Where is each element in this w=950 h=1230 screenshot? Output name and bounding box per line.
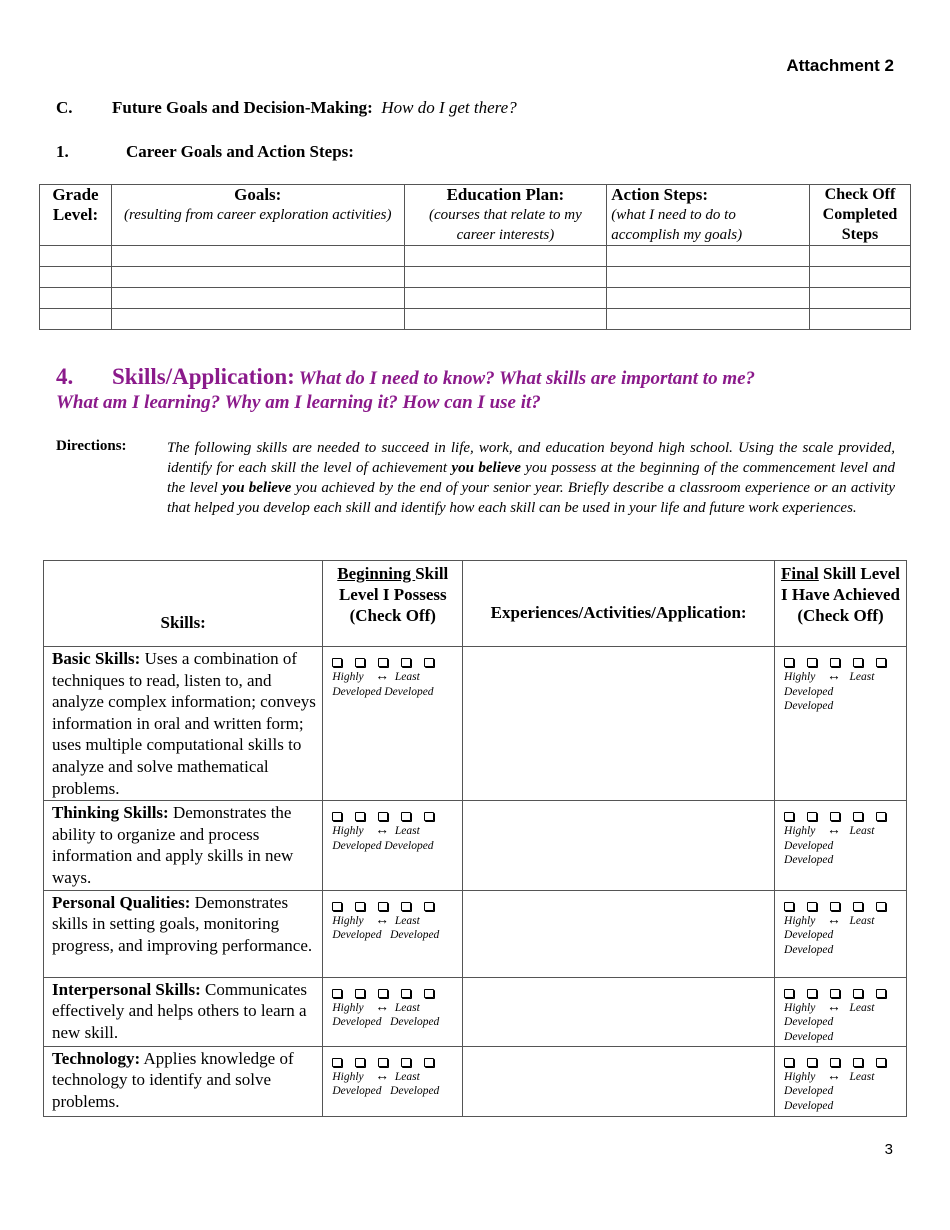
- checkbox-group: [332, 658, 457, 667]
- check-cell[interactable]: [810, 246, 911, 267]
- goals-cell[interactable]: [111, 246, 404, 267]
- goals-cell[interactable]: [111, 288, 404, 309]
- checkbox-group: [784, 989, 901, 998]
- checkbox[interactable]: [853, 989, 863, 998]
- goals-row: [40, 267, 911, 288]
- skill-row-technology: [44, 1046, 907, 1116]
- check-cell[interactable]: [810, 288, 911, 309]
- checkbox[interactable]: [355, 989, 365, 998]
- checkbox[interactable]: [853, 658, 863, 667]
- goals-row: [40, 309, 911, 330]
- checkbox[interactable]: [876, 658, 886, 667]
- section-4-heading: [56, 364, 906, 414]
- checkbox-group: [332, 1058, 457, 1067]
- checkbox[interactable]: [807, 1058, 817, 1067]
- checkbox[interactable]: [876, 902, 886, 911]
- checkbox[interactable]: [853, 812, 863, 821]
- grade-cell[interactable]: [40, 288, 112, 309]
- action-cell[interactable]: [607, 309, 810, 330]
- checkbox[interactable]: [807, 989, 817, 998]
- checkbox[interactable]: [355, 658, 365, 667]
- checkbox[interactable]: [807, 658, 817, 667]
- checkbox[interactable]: [784, 812, 794, 821]
- header-goals: Goals: (resulting from career exploration activities): [111, 185, 404, 246]
- goals-cell[interactable]: [111, 267, 404, 288]
- experiences-cell[interactable]: [463, 647, 775, 801]
- section-1-heading: [56, 142, 354, 162]
- section-1-number: 1.: [56, 142, 69, 161]
- header-final-level: Final Skill Level I Have Achieved (Check Off): [775, 561, 907, 647]
- beginning-scale: Highly ↔ Least Developed Developed: [323, 1046, 463, 1116]
- checkbox[interactable]: [853, 902, 863, 911]
- header-skills: Skills:: [44, 561, 323, 647]
- section-c-number: C.: [56, 98, 73, 117]
- checkbox[interactable]: [424, 812, 434, 821]
- header-beginning-level: Beginning Skill Level I Possess (Check Off): [323, 561, 463, 647]
- goals-row: [40, 246, 911, 267]
- beginning-scale: Highly ↔ Least Developed Developed: [323, 647, 463, 801]
- skill-row-basic: [44, 647, 907, 801]
- checkbox[interactable]: [876, 1058, 886, 1067]
- grade-cell[interactable]: [40, 267, 112, 288]
- checkbox[interactable]: [401, 812, 411, 821]
- double-arrow-icon: ↔: [826, 823, 841, 839]
- skill-description: Interpersonal Skills: Communicates effectively and helps others to learn a new skill.: [44, 977, 323, 1046]
- education-cell[interactable]: [404, 288, 607, 309]
- skill-description: Technology: Applies knowledge of technology to identify and solve problems.: [44, 1046, 323, 1116]
- double-arrow-icon: ↔: [826, 912, 841, 928]
- action-cell[interactable]: [607, 288, 810, 309]
- checkbox[interactable]: [876, 989, 886, 998]
- skill-description: Thinking Skills: Demonstrates the ability to organize and process information and apply skills in new ways.: [44, 801, 323, 890]
- section-4-question-2: What am I learning? Why am I learning it? How can I use it?: [56, 392, 541, 413]
- checkbox[interactable]: [332, 989, 342, 998]
- checkbox[interactable]: [807, 902, 817, 911]
- section-c-heading: [56, 98, 517, 118]
- checkbox-group: [332, 989, 457, 998]
- checkbox[interactable]: [401, 989, 411, 998]
- header-experiences: Experiences/Activities/Application:: [463, 561, 775, 647]
- beginning-scale: Highly ↔ Least Developed Developed: [323, 890, 463, 977]
- checkbox[interactable]: [807, 812, 817, 821]
- section-1-title: Career Goals and Action Steps:: [126, 142, 354, 161]
- checkbox[interactable]: [830, 989, 840, 998]
- double-arrow-icon: ↔: [375, 999, 390, 1015]
- double-arrow-icon: ↔: [375, 669, 390, 684]
- check-cell[interactable]: [810, 309, 911, 330]
- experiences-cell[interactable]: [463, 801, 775, 890]
- checkbox-group: [332, 812, 457, 821]
- double-arrow-icon: ↔: [826, 999, 841, 1015]
- checkbox[interactable]: [332, 1058, 342, 1067]
- final-scale: Highly ↔ Least Developed Developed: [775, 890, 907, 977]
- checkbox[interactable]: [355, 1058, 365, 1067]
- checkbox[interactable]: [332, 812, 342, 821]
- checkbox[interactable]: [784, 1058, 794, 1067]
- directions-text: The following skills are needed to succeed in life, work, and education beyond high school. Using the scale provided, identify for each skill the level of achievement you believe you possess at the beginning of the commencement level and the level you believe you achieved by the end of your senior year. Briefly describe a classroom experience or an activity that helped you develop each skill and identify how each skill can be used in your life and future work experiences.: [167, 440, 896, 516]
- checkbox[interactable]: [424, 1058, 434, 1067]
- checkbox[interactable]: [378, 1058, 388, 1067]
- skill-description: Personal Qualities: Demonstrates skills in setting goals, monitoring progress, and improving performance.: [44, 890, 323, 977]
- education-cell[interactable]: [404, 246, 607, 267]
- experiences-cell[interactable]: [463, 1046, 775, 1116]
- checkbox-group: [784, 812, 901, 821]
- skill-row-personal: [44, 890, 907, 977]
- checkbox[interactable]: [784, 989, 794, 998]
- checkbox[interactable]: [332, 658, 342, 667]
- header-action-sub: (what I need to do to accomplish my goals): [611, 207, 743, 243]
- checkbox[interactable]: [830, 812, 840, 821]
- action-cell[interactable]: [607, 246, 810, 267]
- experiences-cell[interactable]: [463, 977, 775, 1046]
- checkbox[interactable]: [355, 902, 365, 911]
- final-scale: Highly ↔ Least Developed Developed: [775, 1046, 907, 1116]
- double-arrow-icon: ↔: [375, 1068, 390, 1084]
- grade-cell[interactable]: [40, 309, 112, 330]
- attachment-label: Attachment 2: [786, 56, 894, 75]
- skill-description: Basic Skills: Uses a combination of techniques to read, listen to, and analyze complex information; conveys information in oral and written form; uses multiple computational skills to analyze and solve mathematical problems.: [44, 647, 323, 801]
- double-arrow-icon: ↔: [826, 669, 841, 684]
- checkbox[interactable]: [378, 902, 388, 911]
- checkbox[interactable]: [401, 1058, 411, 1067]
- career-goals-table: [39, 184, 911, 330]
- checkbox-group: [784, 1058, 901, 1067]
- checkbox[interactable]: [830, 1058, 840, 1067]
- checkbox-group: [784, 658, 901, 667]
- checkbox[interactable]: [830, 658, 840, 667]
- checkbox[interactable]: [876, 812, 886, 821]
- directions-label: Directions:: [56, 438, 127, 454]
- header-goals-sub: (resulting from career exploration activities): [124, 207, 392, 223]
- grade-cell[interactable]: [40, 246, 112, 267]
- checkbox[interactable]: [830, 902, 840, 911]
- checkbox[interactable]: [401, 658, 411, 667]
- experiences-cell[interactable]: [463, 890, 775, 977]
- double-arrow-icon: ↔: [375, 912, 390, 928]
- header-check-off: Check Off Completed Steps: [810, 185, 911, 246]
- final-scale: Highly ↔ Least Developed Developed: [775, 977, 907, 1046]
- checkbox[interactable]: [424, 658, 434, 667]
- checkbox-group: [784, 902, 901, 911]
- check-cell[interactable]: [810, 267, 911, 288]
- goals-row: [40, 288, 911, 309]
- final-scale: Highly ↔ Least Developed Developed: [775, 647, 907, 801]
- education-cell[interactable]: [404, 267, 607, 288]
- checkbox[interactable]: [424, 989, 434, 998]
- checkbox[interactable]: [784, 658, 794, 667]
- education-cell[interactable]: [404, 309, 607, 330]
- header-grade-level: Grade Level:: [40, 185, 112, 246]
- checkbox[interactable]: [424, 902, 434, 911]
- double-arrow-icon: ↔: [826, 1068, 841, 1084]
- header-action-steps: Action Steps: (what I need to do to accomplish my goals): [607, 185, 810, 246]
- skills-header-row: [44, 561, 907, 647]
- beginning-scale: Highly ↔ Least Developed Developed: [323, 801, 463, 890]
- final-scale: Highly ↔ Least Developed Developed: [775, 801, 907, 890]
- checkbox-group: [332, 902, 457, 911]
- skill-row-thinking: [44, 801, 907, 890]
- checkbox[interactable]: [784, 902, 794, 911]
- page-number: 3: [884, 1141, 893, 1158]
- skill-row-interpersonal: [44, 977, 907, 1046]
- goals-cell[interactable]: [111, 309, 404, 330]
- checkbox[interactable]: [853, 1058, 863, 1067]
- header-education-sub: (courses that relate to my career interests): [429, 207, 582, 243]
- section-c-title: Future Goals and Decision-Making:: [112, 98, 373, 117]
- checkbox[interactable]: [378, 812, 388, 821]
- checkbox[interactable]: [378, 658, 388, 667]
- checkbox[interactable]: [332, 902, 342, 911]
- checkbox[interactable]: [401, 902, 411, 911]
- checkbox[interactable]: [355, 812, 365, 821]
- skills-table: [43, 560, 907, 1117]
- section-4-title: Skills/Application:: [112, 364, 295, 389]
- checkbox[interactable]: [378, 989, 388, 998]
- action-cell[interactable]: [607, 267, 810, 288]
- section-4-question-1: What do I need to know? What skills are important to me?: [298, 368, 756, 389]
- section-c-question: How do I get there?: [381, 98, 517, 117]
- double-arrow-icon: ↔: [375, 823, 390, 839]
- goals-header-row: [40, 185, 911, 246]
- beginning-scale: Highly ↔ Least Developed Developed: [323, 977, 463, 1046]
- header-education-plan: Education Plan: (courses that relate to my career interests): [404, 185, 607, 246]
- section-4-number: 4.: [56, 364, 74, 389]
